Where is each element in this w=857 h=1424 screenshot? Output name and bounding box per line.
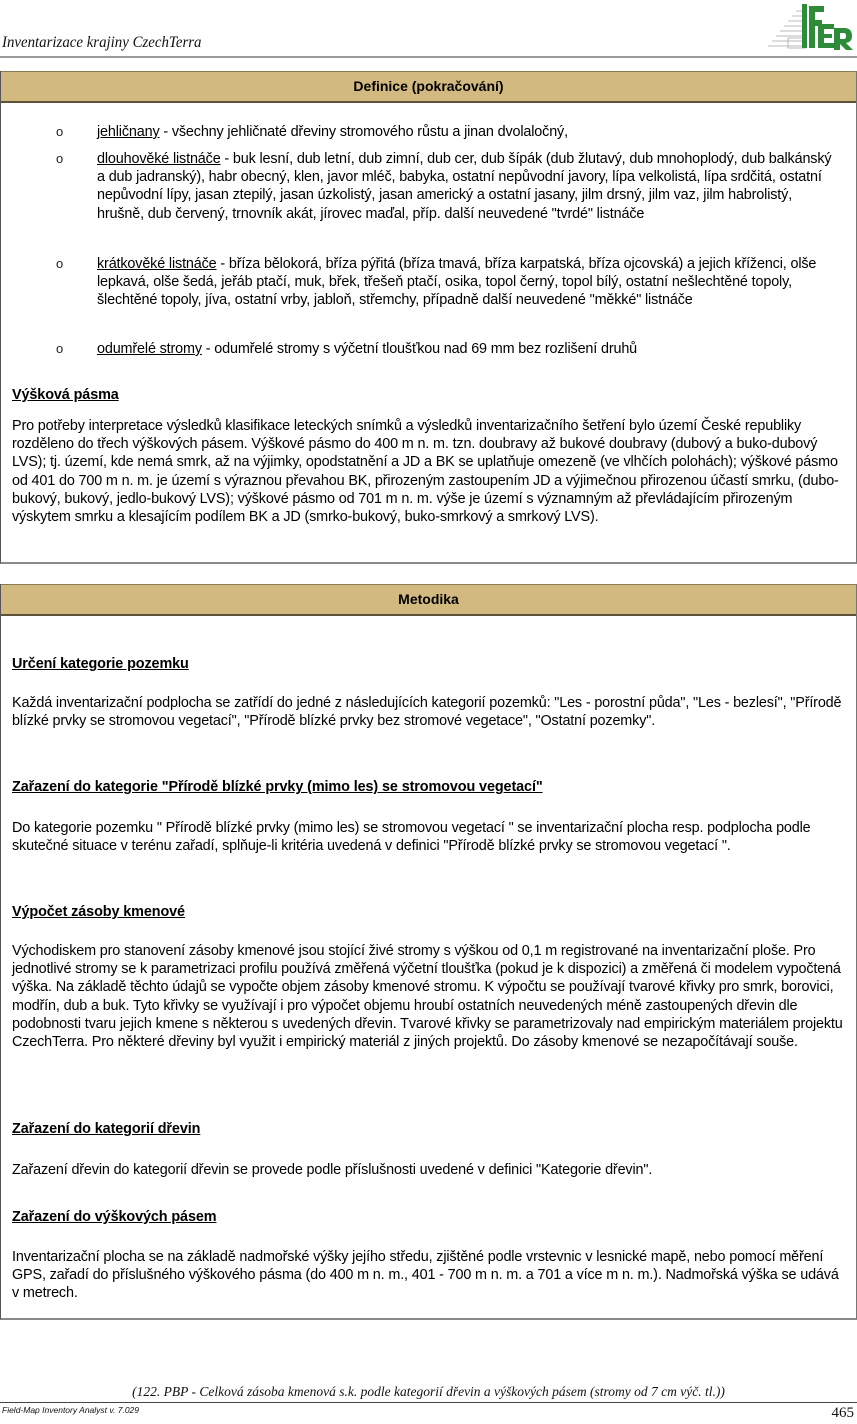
section-text: Každá inventarizační podplocha se zatřídí do jedné z následujících kategorií pozemků: "Les - porostní půda", "Les - bezlesí", "Přírodě blízké prvky se stromovou vegetací", "Přírodě blízké prvky bez stromové vegetace", "Ostatní pozemky". — [12, 695, 842, 730]
section-text: Do kategorie pozemku " Přírodě blízké prvky (mimo les) se stromovou vegetací " se inventarizační plocha resp. podplocha podle skutečné situace v terénu zařadí, splňuje-li kritéria uvedená v definici "Přírodě blízké prvky se stromovou vegetací ". — [12, 820, 811, 855]
section-text: Pro potřeby interpretace výsledků klasifikace leteckých snímků a výsledků inventarizačního šetření bylo území České republiky rozděleno do třech výškových pásem. Výškové pásmo do 400 m n. m. tzn. doubravy až bukové doubravy (dubový a buko-dubový LVS); tj. území, kde nemá smrk, až na výjimky, opodstatnění a JD a BK se uplatňuje omezeně (ve vlhčích polohách); výškové pásmo od 401 do 700 m n. m. je území s výraznou převahou BK, přirozeným zastoupením JD a výjimečnou přirozenou účastí smrku, (dubo-bukový, bukový, jedlo-bukový LVS); výškové pásmo od 701 m n. m. výše je území s významným až převládajícím přirozeným výskytem smrku a klesajícím podílem BK a JD (smrko-bukový, buko-smrkový a smrkový LVS). — [12, 418, 839, 526]
page-number: 465 — [831, 1405, 854, 1421]
report-caption: (122. PBP - Celková zásoba kmenová s.k. podle kategorií dřevin a výškových pásem (stromy od 7 cm výč. tl.)) — [132, 1384, 725, 1399]
term: dlouhověké listnáče — [97, 151, 221, 167]
methodology-panel — [0, 584, 857, 1320]
section-heading: Zařazení do kategorie "Přírodě blízké prvky (mimo les) se stromovou vegetací" — [12, 779, 543, 795]
footer-divider — [0, 1402, 857, 1403]
section-text: Východiskem pro stanovení zásoby kmenové jsou stojící živé stromy s výškou od 0,1 m registrované na inventarizační ploše. Pro jednotlivé stromy se k parametrizaci profilu používá změřená výčetní tloušťka (pokud je k dispozici) a změřená či modelem vypočtená výška. Na základě těchto údajů se vypočte objem zásoby kmenové stromu. K výpočtu se používají tvarové křivky pro smrk, borovici, modřín, dub a buk. Tyto křivky se využívají i pro výpočet objemu hroubí ostatních neuvedených méně zastoupených dřevin dle podobnosti tvaru jejich kmene s některou s uvedených dřevin. Tvarové křivky se parametrizovaly nad empirickým materiálem projektu CzechTerra. Pro některé dřeviny byl využit i empirický materiál z jiných projektů. Do zásoby kmenové se nezapočítávají souše. — [12, 943, 843, 1051]
bullet-marker: o — [56, 341, 64, 356]
definition: - odumřelé stromy s výčetní tloušťkou nad 69 mm bez rozlišení druhů — [201, 341, 638, 357]
section-heading: Výpočet zásoby kmenové — [12, 904, 185, 920]
section-text: Inventarizační plocha se na základě nadmořské výšky jejího středu, zjištěné podle vrstevnic v lesnické mapě, nebo pomocí měření GPS, zařadí do příslušného výškového pásma (do 400 m n. m., 401 - 700 m n. m. a 701 a více m n. m.). Nadmořská výška se udává v metrech. — [12, 1249, 839, 1302]
section-heading: Určení kategorie pozemku — [12, 656, 189, 672]
definition: - bříza bělokorá, bříza pýřitá (bříza tmavá, bříza karpatská, bříza ojcovská) a jejich kříženci, olše lepkavá, olše šedá, jeřáb ptačí, muk, břek, třešeň ptačí, osika, topol černý, topol bílý, ostatní nešlechtěné topoly, šlechtěné topoly, jíva, ostatní vrby, jabloň, střemchy, případně další neuvedené "měkké" listnáče — [97, 256, 817, 309]
app-version: Field-Map Inventory Analyst v. 7.029 — [2, 1405, 140, 1415]
panel-title: Metodika — [1, 584, 856, 616]
section-heading: Výšková pásma — [12, 387, 119, 403]
definitions-panel — [0, 71, 857, 564]
definition: - buk lesní, dub letní, dub zimní, dub cer, dub šípák (dub žlutavý, dub mnohoplodý, dub balkánský a dub jadranský), habr obecný, klen, javor mléč, babyka, ostatní nepůvodní javory, lípa velkolistá, lípa srdčitá, ostatní nepůvodní lípy, jasan ztepilý, jasan úzkolistý, jasan americký a ostatní jasany, jilm drsný, jilm vaz, jilm habrolistý, hrušně, dub červený, trnovník akát, jírovec maďal, příp. další neuvedené "tvrdé" listnáče — [97, 151, 832, 222]
definition: - všechny jehličnaté dřeviny stromového růstu a jinan dvolaločný, — [159, 124, 568, 140]
panel-title: Definice (pokračování) — [1, 71, 856, 103]
bullet-marker: o — [56, 151, 64, 166]
term: odumřelé stromy — [97, 341, 202, 357]
header-divider — [0, 56, 857, 58]
section-text: Zařazení dřevin do kategorií dřevin se provede podle příslušnosti uvedené v definici "Kategorie dřevin". — [12, 1162, 653, 1178]
page-header — [0, 0, 857, 56]
ifer-logo-icon — [758, 2, 854, 52]
section-heading: Zařazení do kategorií dřevin — [12, 1121, 201, 1137]
section-heading: Zařazení do výškových pásem — [12, 1209, 217, 1225]
term: krátkověké listnáče — [97, 256, 217, 272]
document-title: Inventarizace krajiny CzechTerra — [2, 34, 202, 51]
term: jehličnany — [97, 124, 160, 140]
bullet-marker: o — [56, 124, 64, 139]
bullet-marker: o — [56, 256, 64, 271]
